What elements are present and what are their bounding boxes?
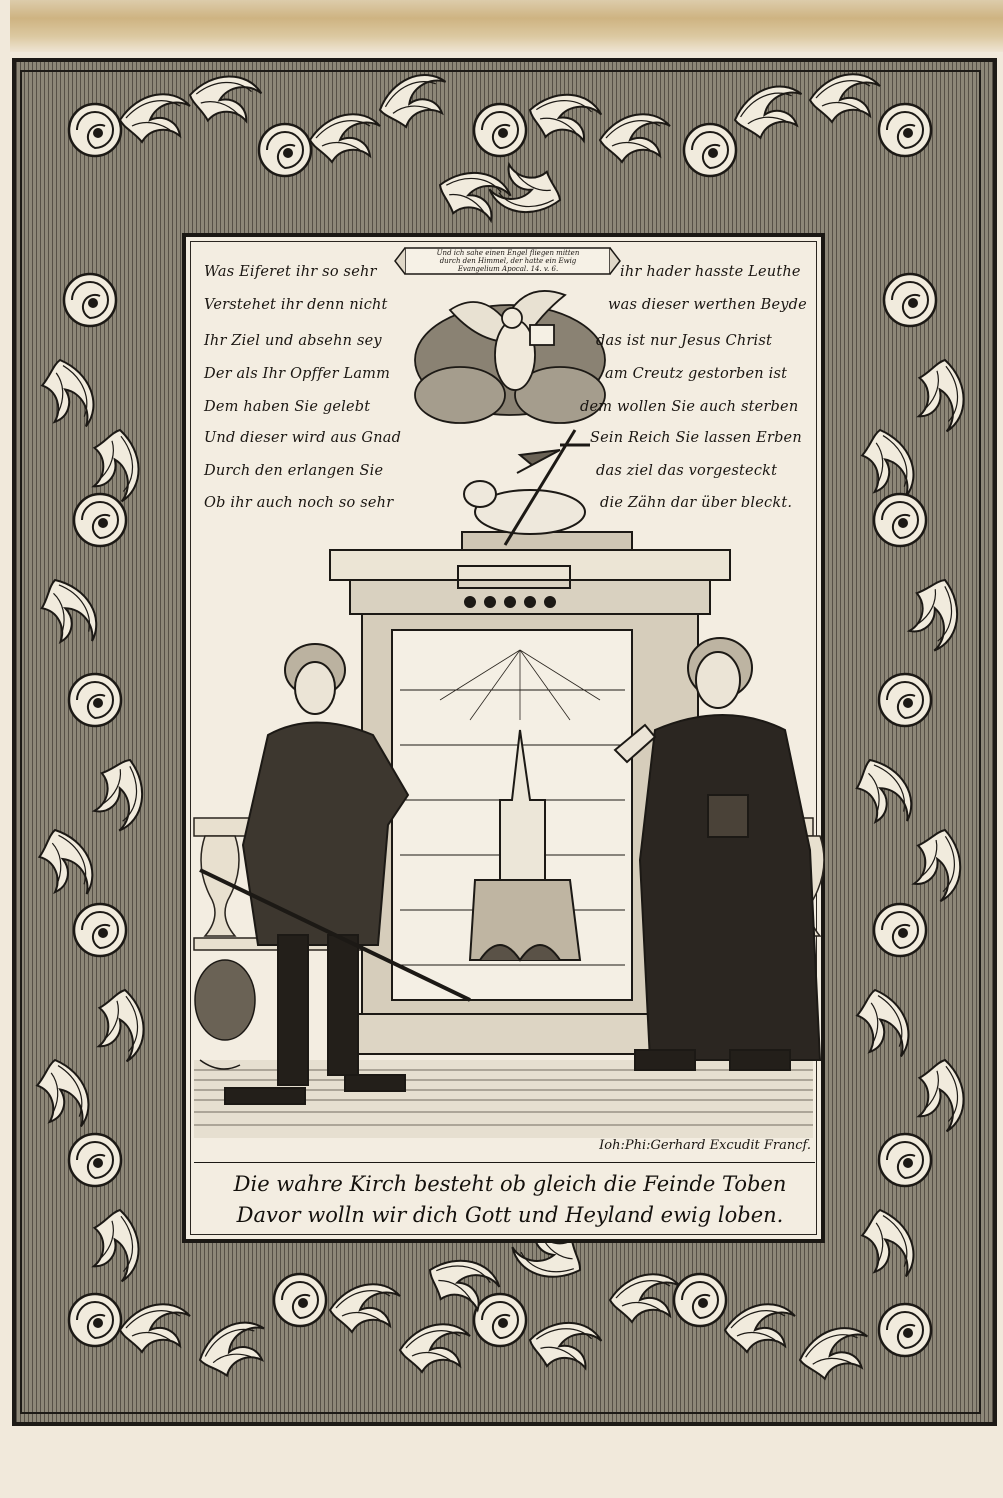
verse-right-5: dem wollen Sie auch sterben (580, 399, 799, 415)
verse-right-7: das ziel das vorgesteckt (596, 463, 778, 479)
verse-right-3: das ist nur Jesus Christ (596, 333, 773, 349)
verse-left-2: Verstehet ihr denn nicht (204, 297, 388, 313)
verse-left-3: Ihr Ziel und absehn sey (204, 333, 382, 349)
verse-left-5: Dem haben Sie gelebt (204, 399, 371, 415)
banner-text-line-2: durch den Himmel, der hatte ein Ewig (439, 257, 577, 265)
verse-left-7: Durch den erlangen Sie (204, 463, 384, 479)
lamb-of-god (462, 430, 632, 550)
verse-right-1: ihr hader hasste Leuthe (620, 264, 801, 280)
verse-left-6: Und dieser wird aus Gnad (204, 430, 402, 446)
caption-line-2: Davor wolln wir dich Gott und Heyland ewig loben. (236, 1203, 784, 1227)
verse-right-6: Sein Reich Sie lassen Erben (590, 430, 802, 446)
banner-text-line-3: Evangelium Apocal. 14. v. 6. (457, 265, 559, 273)
angel-in-clouds (415, 291, 605, 423)
verse-right-4: am Creutz gestorben ist (605, 366, 788, 382)
banner-text-line-1: Und ich sahe einen Engel fliegen mitten (436, 249, 580, 257)
verse-right-2: was dieser werthen Beyde (608, 297, 807, 313)
verse-left-4: Der als Ihr Opffer Lamm (204, 366, 391, 382)
caption-line-1: Die wahre Kirch besteht ob gleich die Feinde Toben (233, 1172, 787, 1196)
caption-divider (194, 1162, 815, 1163)
verse-left-1: Was Eiferet ihr so sehr (204, 264, 377, 280)
publisher-imprint: Ioh:Phi:Gerhard Excudit Francf. (599, 1138, 811, 1153)
verse-right-8: die Zähn dar über bleckt. (600, 495, 793, 511)
lion (195, 960, 255, 1069)
verse-left-8: Ob ihr auch noch so sehr (204, 495, 394, 511)
